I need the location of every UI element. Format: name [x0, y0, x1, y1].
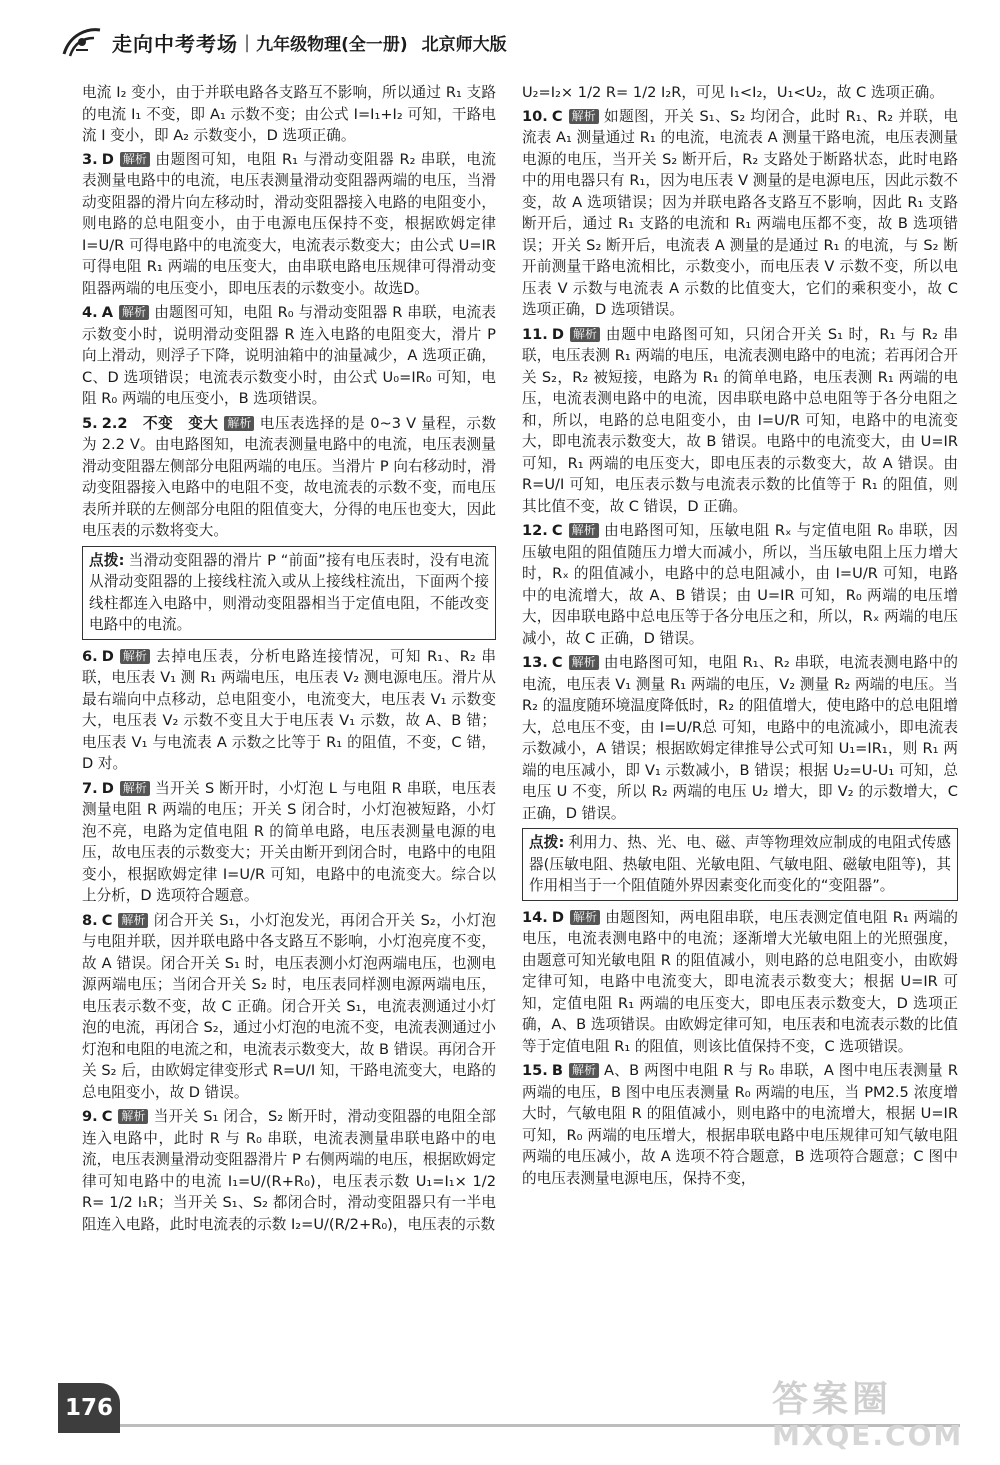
question-number: 4.	[82, 304, 98, 321]
answer-choice: B	[551, 1062, 563, 1079]
answer-choice: D	[101, 150, 114, 168]
answer-item	[522, 1060, 958, 1189]
question-number: 8.	[82, 911, 98, 929]
watermark-text: 答案圈	[772, 1379, 893, 1420]
answer-choice: D	[101, 647, 114, 665]
analysis-tag: 解析	[120, 781, 150, 796]
analysis-text: 去掉电压表，分析电路连接情况，可知 R₁、R₂ 串联，电压表 V₁ 测 R₁ 两端电压，电压表 V₂ 测电源电压。滑片从最右端向中点移动，总电阻变小，电流变大，电压表 V₁ 示数变大，电压表 V₂ 示数不变且大于电压表 V₁ 示数，故 A、B 错；电压表 V₁ 与电流表 A 示数之比等于 R₁ 的阻值，不变，C 错，D 对。	[82, 647, 496, 772]
answer-choice: 2.2 不变 变大	[101, 414, 219, 432]
answer-item	[82, 149, 496, 300]
tip-text: 利用力、热、光、电、磁、声等物理效应制成的电阻式传感器(压敏电阻、热敏电阻、光敏电阻、气敏电阻、磁敏电阻等)，其作用相当于一个阻值随外界因素变化而变化的“变阻器”。	[529, 834, 951, 894]
answer-item	[82, 413, 496, 542]
tip-title: 点拨:	[529, 834, 565, 851]
answer-item	[522, 907, 958, 1058]
answer-item	[82, 302, 496, 410]
analysis-tag: 解析	[118, 913, 148, 928]
answer-choice: C	[551, 522, 563, 539]
question-number: 5.	[82, 414, 98, 432]
analysis-tag: 解析	[569, 1063, 599, 1078]
analysis-text: 如题图，开关 S₁、S₂ 均闭合，此时 R₁、R₂ 并联，电流表 A₁ 测量通过 R₁ 的电流，电流表 A 测量干路电流，电压表测量电源的电压，当开关 S₂ 断开后，R₂ 支路处于断路状态，此时电路中的用电器只有 R₁，因为电压表 V 测量的是电源电压，因此示数不变，故 A 选项错误；因为并联电路各支路互不影响，因此 R₁ 支路断开后，通过 R₁ 支路的电流和 R₁ 两端电压都不变，故 B 选项错误；开关 S₂ 断开后，电流表 A 测量的是通过 R₁ 的电流，与 S₂ 断开前测量干路电流相比，示数变小，而电压表 V 示数不变，所以电压表 V 示数与电流表 A 示数的比值变大，它们的乘积变小，故 C 选项正确，D 选项错误。	[522, 107, 958, 318]
answer-choice: C	[101, 911, 113, 929]
answer-choice: D	[551, 325, 564, 343]
book-subtitle: 九年级物理(全一册)	[256, 34, 408, 55]
analysis-tag: 解析	[224, 416, 254, 431]
analysis-tag: 解析	[119, 305, 149, 320]
answer-item	[82, 646, 496, 775]
answer-choice: C	[551, 107, 563, 125]
answer-choice: C	[551, 654, 563, 671]
answer-item	[522, 106, 958, 321]
analysis-text: 由题中电路图可知，只闭合开关 S₁ 时，R₁ 与 R₂ 串联，电压表测 R₁ 两端的电压，电流表测电路中的电流；若再闭合开关 S₂，R₂ 被短接，电路为 R₁ 的简单电路，电压表测 R₁ 两端的电压，电流表测电路中的电流，因串联电路中总电阻等于各分电阻之和，所以，电路的总电阻变小，由 I=U/R 可知，电路中的电流变大，即电流表示数变大，故 B 错误。电路中的电流变大，由 U=IR 可知，R₁ 两端的电压变大，即电压表的示数变大，故 A 错误。由 R=U/I 可知，电压表示数与电流表示数的比值等于 R₁ 的阻值，则其比值不变，故 C 错误，D 正确。	[522, 325, 958, 515]
page-number: 176	[58, 1383, 120, 1433]
tip-text: 当滑动变阻器的滑片 P “前面”接有电压表时，没有电流从滑动变阻器的上接线柱流入或从上接线柱流出，下面两个接线柱都连入电路中，则滑动变阻器相当于定值电阻，不能改变电路中的电流。	[89, 551, 490, 633]
analysis-text: 由题图可知，电阻 R₀ 与滑动变阻器 R 串联，电流表示数变小时，说明滑动变阻器 R 连入电路的电阻变大，滑片 P 向上滑动，则浮子下降，说明油箱中的油量减少，A 选项正确，C、D 选项错误；电流表示数变小时，由公式 U₀=IR₀ 可知，电阻 R₀ 两端的电压变小，B 选项错误。	[82, 304, 496, 407]
tip-box	[522, 828, 958, 901]
question-number: 12.	[522, 522, 548, 539]
answer-item	[82, 1106, 496, 1235]
tip-box	[82, 546, 496, 640]
question-number: 10.	[522, 107, 548, 125]
question-number: 14.	[522, 908, 548, 926]
answer-item	[522, 520, 958, 649]
analysis-text: 由题图可知，电阻 R₁ 与滑动变阻器 R₂ 串联，电流表测量电路中的电流，电压表测量滑动变阻器两端的电压，当滑动变阻器的滑片向左移动时，滑动变阻器接入电路的电阻变小，则电路的总电阻变小，由于电源电压保持不变，根据欧姆定律 I=U/R 可得电路中的电流变大，电流表示数变大；由公式 U=IR 可得电阻 R₁ 两端的电压变大，由串联电路电压规律可得滑动变阻器两端的电压变小，即电压表的示数变小。故选D。	[82, 150, 496, 297]
watermark	[772, 1380, 982, 1458]
analysis-tag: 解析	[120, 152, 150, 167]
analysis-text: 当开关 S 断开时，小灯泡 L 与电阻 R 串联，电压表测量电阻 R 两端的电压；开关 S 闭合时，小灯泡被短路，小灯泡不亮，电路为定值电阻 R 的简单电路，电压表测量电源的电压，故电压表的示数变大；开关由断开到闭合时，电路中的电阻变小，根据欧姆定律 I=U/R 可知，电路中的电流变大。综合以上分析，D 选项符合题意。	[82, 779, 496, 904]
question-number: 13.	[522, 654, 548, 671]
analysis-tag: 解析	[118, 1109, 148, 1124]
left-column	[82, 82, 496, 1238]
analysis-text: A、B 两图中电阻 R 与 R₀ 串联，A 图中电压表测量 R 两端的电压，B 图中电压表测量 R₀ 两端的电压，当 PM2.5 浓度增大时，气敏电阻 R 的阻值减小，则电路中的电流增大，根据 U=IR 可知，R₀ 两端的电压增大，根据串联电路中电压规律可知气敏电阻两端的电压减小，故 A 选项不符合题意，B 选项符合题意；C 图中的电压表测量电源电压，保持不变，	[522, 1062, 958, 1187]
answer-choice: A	[101, 304, 113, 321]
question-number: 7.	[82, 779, 98, 797]
analysis-text: 当开关 S₁ 闭合，S₂ 断开时，滑动变阻器的电阻全部连入电路中，此时 R 与 R₀ 串联，电流表测量串联电路中的电流，电压表测量滑动变阻器滑片 P 右侧两端的电压，根据欧姆定律可知电路中的电流 I₁=U/(R+R₀)，电压表示数 U₁=I₁× 1/2 R= 1/2 I₁R；当开关 S₁、S₂ 都闭合时，滑动变阻器只有一半电阻连入电路，此时电流表的示数 I₂=U/(R/2+R₀)，电压表的示数	[82, 1108, 496, 1233]
answer-choice: C	[101, 1108, 113, 1125]
answer-choice: D	[551, 908, 564, 926]
question-number: 3.	[82, 150, 98, 168]
answer-item	[522, 652, 958, 824]
continuation-paragraph: 电流 I₂ 变小，由于并联电路各支路互不影响，所以通过 R₁ 支路的电流 I₁ 不变，即 A₁ 示数不变；由公式 I=I₁+I₂ 可知，干路电流 I 变小，即 A₂ 示数变小，D 选项正确。	[82, 84, 496, 144]
page-header	[60, 22, 960, 62]
continuation-paragraph: U₂=I₂× 1/2 R= 1/2 I₂R，可见 I₁<I₂，U₁<U₂，故 C 选项正确。	[522, 84, 944, 101]
answer-item	[82, 778, 496, 907]
brand-logo-icon	[60, 24, 104, 60]
analysis-tag: 解析	[570, 327, 600, 342]
analysis-text: 由电路图可知，电阻 R₁、R₂ 串联，电流表测电路中的电流，电压表 V₁ 测量 R₁ 两端的电压，V₂ 测量 R₂ 两端的电压。当 R₂ 的温度随环境温度降低时，R₂ 的阻值增大，使电路中的总电阻增大，总电压不变，由 I=U/R总 可知，电路中的电流减小，即电流表示数减小，A 错误；根据欧姆定律推导公式可知 U₁=IR₁，则 R₁ 两端的电压减小，即 V₁ 示数减小，B 错误；根据 U₂=U-U₁ 可知，总电压 U 不变，所以 R₂ 两端的电压 U₂ 增大，即 V₂ 的示数增大，C 正确，D 错误。	[522, 654, 958, 822]
book-brand: 走向中考考场	[112, 31, 238, 56]
answer-item	[522, 324, 958, 518]
right-column	[522, 82, 958, 1192]
question-number: 15.	[522, 1062, 548, 1079]
analysis-tag: 解析	[569, 655, 599, 670]
question-number: 11.	[522, 325, 548, 343]
analysis-text: 由题图知，两电阻串联，电压表测定值电阻 R₁ 两端的电压，电流表测电路中的电流；逐渐增大光敏电阻上的光照强度，由题意可知光敏电阻 R 的阻值减小，则电路的总电阻变小，由欧姆定律可知，电路中电流变大，即电流表示数变大；根据 U=IR 可知，定值电阻 R₁ 两端的电压变大，即电压表示数变大，D 选项正确，A、B 选项错误。由欧姆定律可知，电压表和电流表示数的比值等于定值电阻 R₁ 的阻值，则该比值保持不变，C 选项错误。	[522, 908, 958, 1055]
question-number: 6.	[82, 647, 98, 665]
analysis-tag: 解析	[569, 523, 599, 538]
answer-item	[82, 910, 496, 1104]
analysis-text: 由电路图可知，压敏电阻 Rₓ 与定值电阻 R₀ 串联，因压敏电阻的阻值随压力增大而减小，所以，当压敏电阻上压力增大时，Rₓ 的阻值减小，电路中的总电阻减小，由 I=U/R 可知，电路中的电流增大，故 A、B 错误；由 U=IR 可知，R₀ 两端的电压增大，因串联电路中总电压等于各分电压之和，所以，Rₓ 两端的电压减小，故 C 正确，D 错误。	[522, 522, 958, 647]
tip-title: 点拨:	[89, 551, 125, 569]
answer-choice: D	[101, 779, 114, 797]
watermark-url: MXQE.COM	[772, 1419, 964, 1452]
header-separator: |	[244, 31, 251, 53]
analysis-tag: 解析	[569, 109, 599, 124]
question-number: 9.	[82, 1108, 98, 1125]
analysis-tag: 解析	[570, 910, 600, 925]
analysis-tag: 解析	[120, 649, 150, 664]
analysis-text: 闭合开关 S₁，小灯泡发光，再闭合开关 S₂，小灯泡与电阻并联，因并联电路中各支路互不影响，小灯泡亮度不变，故 A 错误。闭合开关 S₁ 时，电压表测小灯泡两端电压，也测电源两端电压；当闭合开关 S₂ 时，电压表同样测电源两端电压，电压表示数不变，故 C 正确。闭合开关 S₁，电流表测通过小灯泡的电流，再闭合 S₂，通过小灯泡的电流不变，电流表测通过小灯泡和电阻的电流之和，电流表示数变大，故 B 错误。再闭合开关 S₂ 后，由欧姆定律变形式 R=U/I 知，干路电流变大，电路的总电阻变小，故 D 错误。	[82, 911, 496, 1101]
book-publisher: 北京师大版	[421, 34, 507, 55]
analysis-text: 电压表选择的是 0~3 V 量程，示数为 2.2 V。由电路图知，电流表测量电路中的电流，电压表测量滑动变阻器左侧部分电阻两端的电压。当滑片 P 向右移动时，滑动变阻器接入电路中的电阻不变，故电流表的示数不变，而电压表所并联的左侧部分电阻的阻值变大，分得的电压也变大，因此电压表的示数将变大。	[82, 414, 496, 539]
